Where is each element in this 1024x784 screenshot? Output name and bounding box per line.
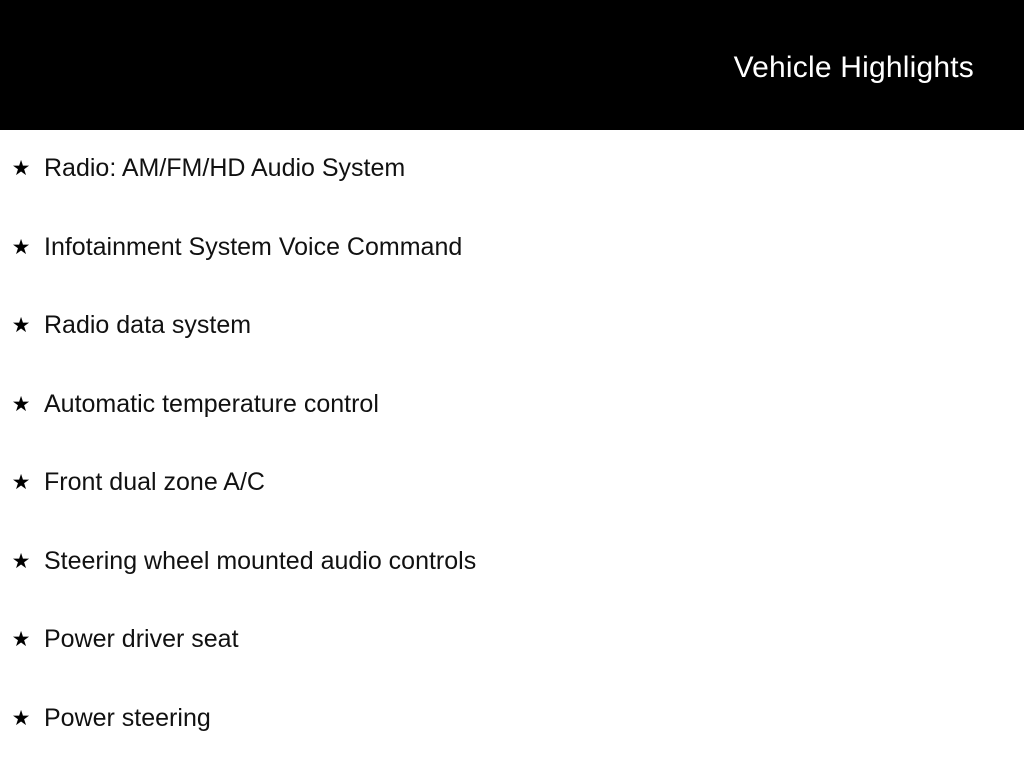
star-bullet-icon: ★	[8, 315, 34, 336]
feature-label: Front dual zone A/C	[34, 470, 265, 495]
star-bullet-icon: ★	[8, 551, 34, 572]
feature-label: Radio: AM/FM/HD Audio System	[34, 156, 405, 181]
page-header	[0, 0, 1024, 130]
star-bullet-icon: ★	[8, 708, 34, 729]
page-title: Vehicle Highlights	[734, 47, 1024, 83]
feature-label: Infotainment System Voice Command	[34, 235, 462, 260]
list-item	[0, 156, 1024, 235]
feature-label: Power steering	[34, 706, 211, 731]
vehicle-highlights-list	[0, 130, 1024, 784]
list-item	[0, 706, 1024, 784]
feature-label: Steering wheel mounted audio controls	[34, 549, 476, 574]
star-bullet-icon: ★	[8, 472, 34, 493]
list-item	[0, 313, 1024, 392]
list-item	[0, 392, 1024, 471]
feature-label: Power driver seat	[34, 627, 239, 652]
feature-label: Automatic temperature control	[34, 392, 379, 417]
list-item	[0, 470, 1024, 549]
star-bullet-icon: ★	[8, 237, 34, 258]
list-item	[0, 549, 1024, 628]
list-item	[0, 627, 1024, 706]
star-bullet-icon: ★	[8, 394, 34, 415]
list-item	[0, 235, 1024, 314]
star-bullet-icon: ★	[8, 629, 34, 650]
star-bullet-icon: ★	[8, 158, 34, 179]
feature-label: Radio data system	[34, 313, 251, 338]
